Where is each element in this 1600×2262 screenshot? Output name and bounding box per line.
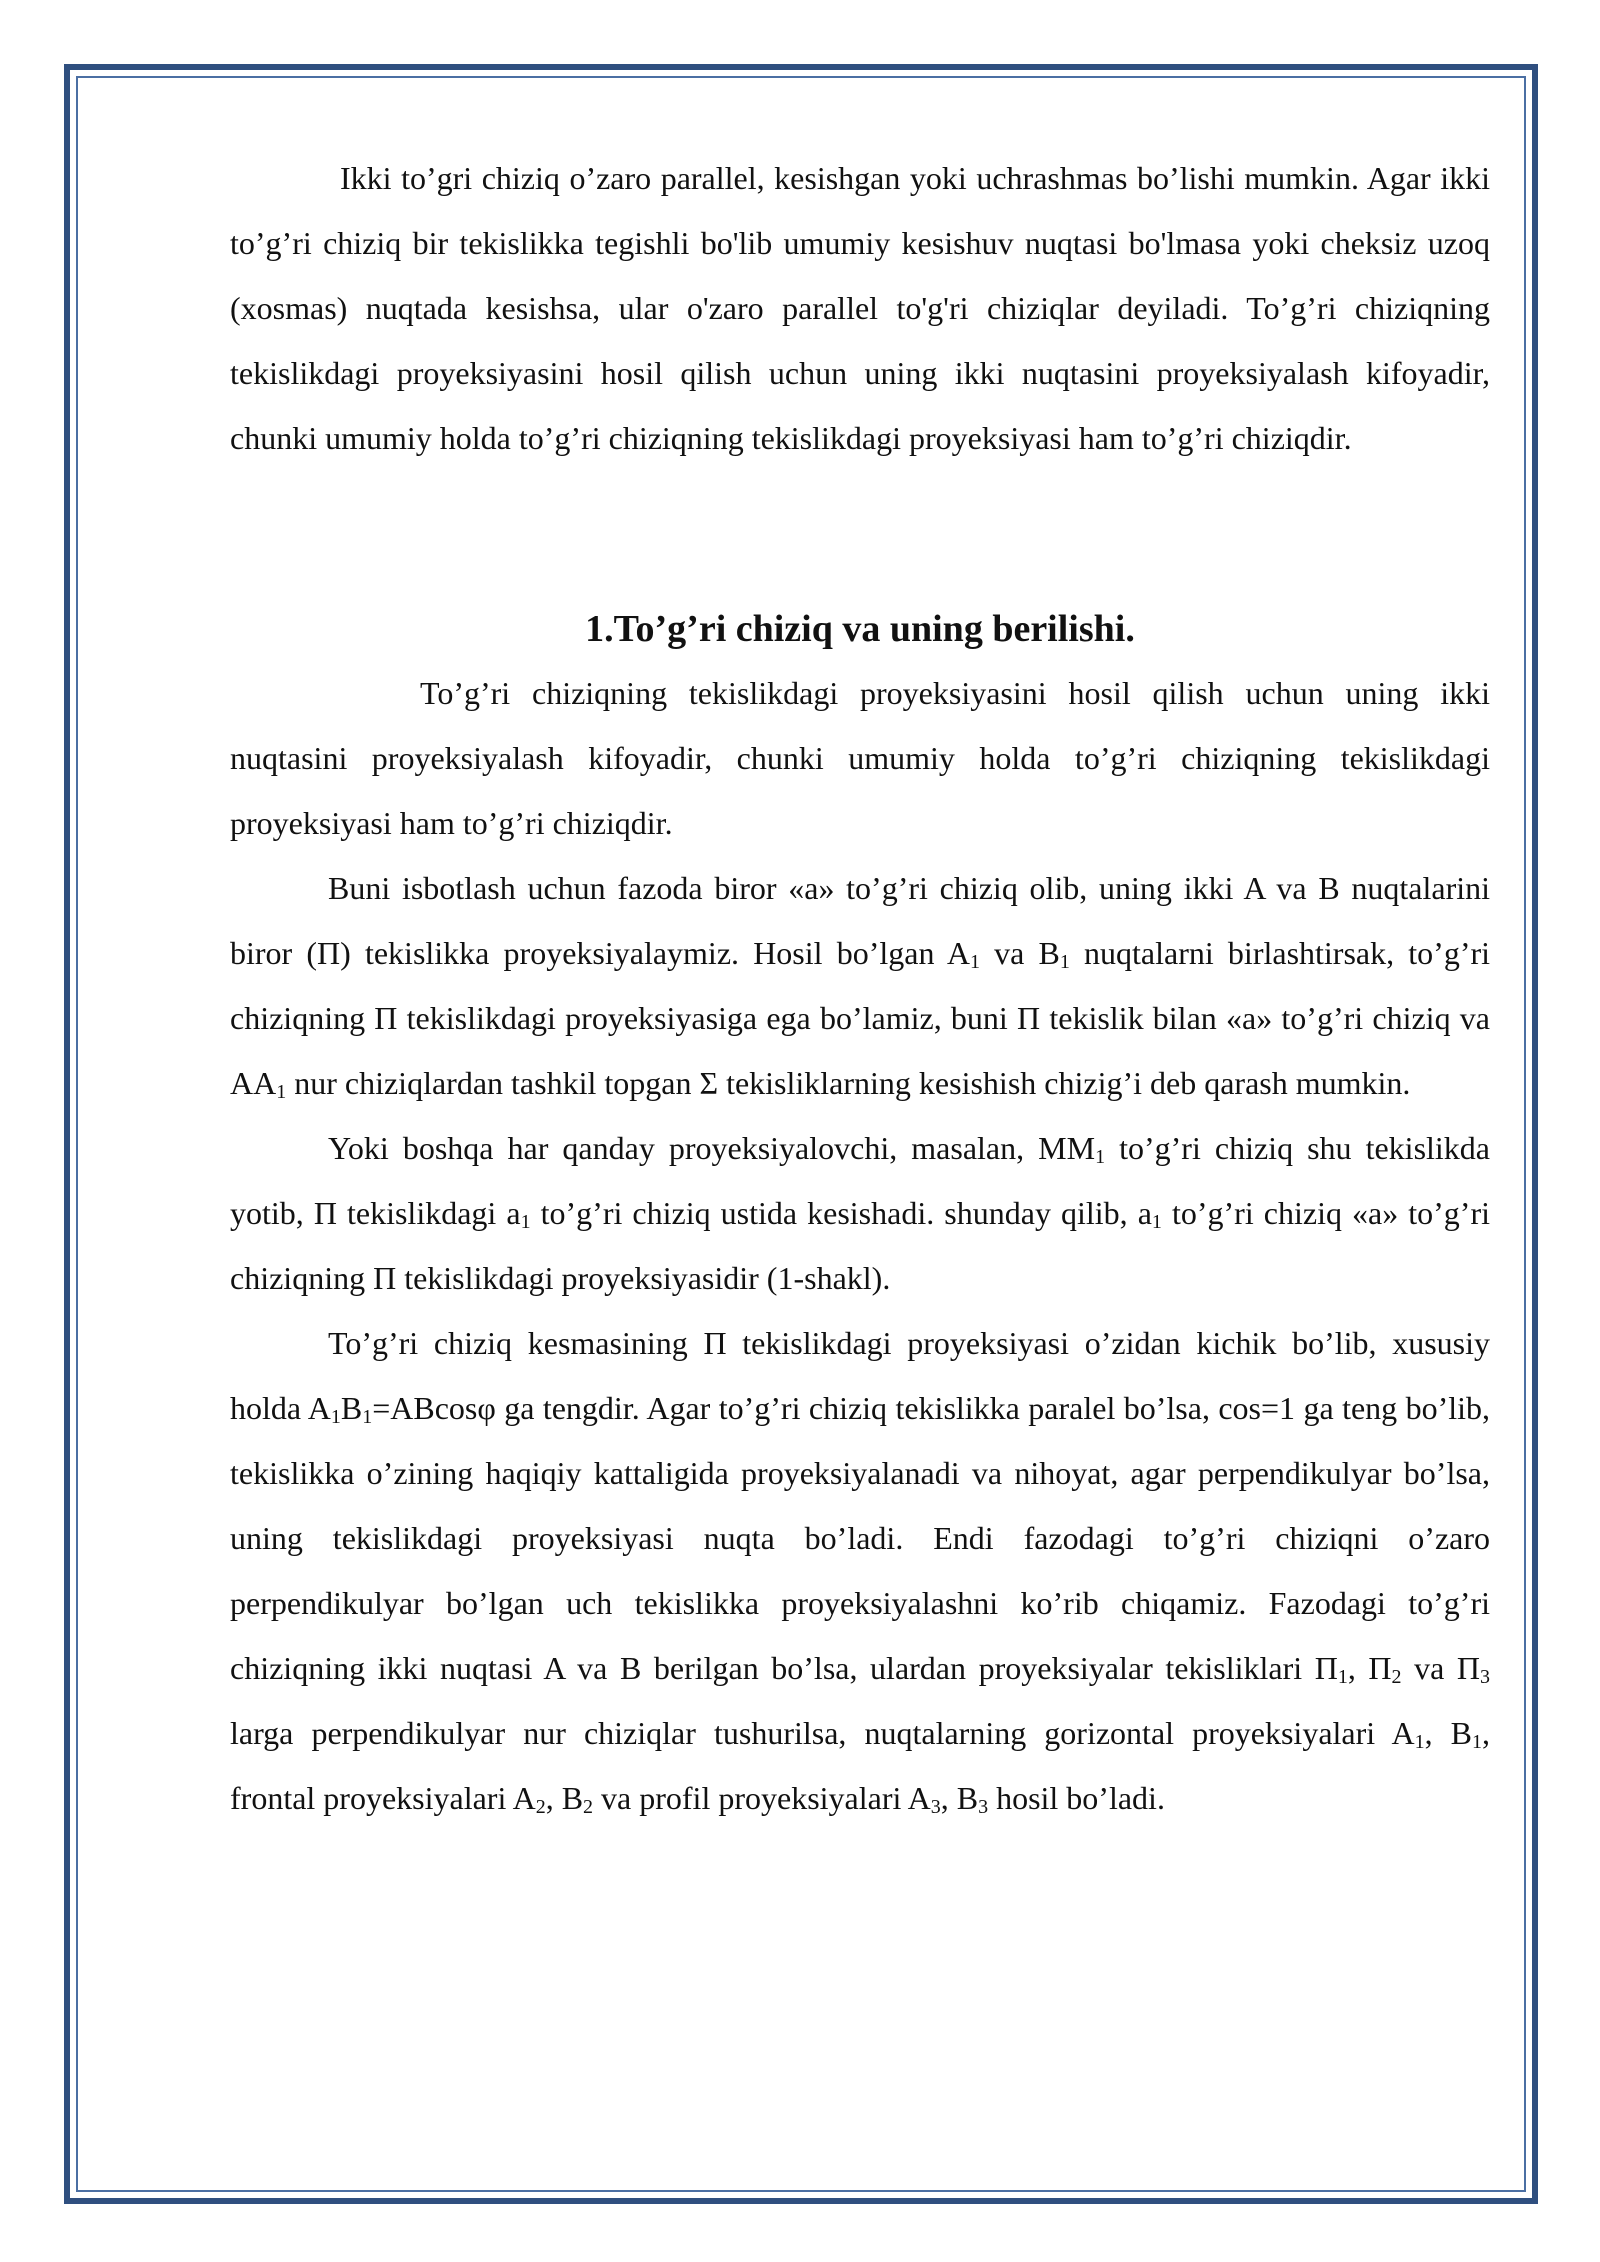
intro-paragraph: Ikki to’gri chiziq o’zaro parallel, kesishgan yoki uchrashmas bo’lishi mumkin. Agar ikki to’g’ri chiziq bir tekislikka tegishli bo'lib umumiy kesishuv nuqtasi bo'lmasa yoki cheksiz uzoq (xosmas) nuqtada kesishsa, ular o'zaro parallel to'g'ri chiziqlar deyiladi. To’g’ri chiziqning tekislikdagi proyeksiyasini hosil qilish uchun uning ikki nuqtasini proyeksiyalash kifoyadir, chunki umumiy holda to’g’ri chiziqning tekislikdagi proyeksiyasi ham to’g’ri chiziqdir. — [230, 160, 1490, 456]
document-body — [230, 146, 1490, 1831]
spacer — [230, 471, 1490, 601]
paragraph-2: To’g’ri chiziqning tekislikdagi proyeksiyasini hosil qilish uchun uning ikki nuqtasini proyeksiyalash kifoyadir, chunki umumiy holda to’g’ri chiziqning tekislikdagi proyeksiyasi ham to’g’ri chiziqdir. — [230, 675, 1490, 841]
paragraph-4: Yoki boshqa har qanday proyeksiyalovchi, masalan, $MM_1$ to’g’ri chiziq shu tekislikda yotib, П tekislikdagi $a_1$ to’g’ri chiziq ustida kesishadi. shunday qilib, $a_1$ to’g’ri chiziq «a» to’g’ri chiziqning П tekislikdagi proyeksiyasidir (1-shakl). — [230, 1130, 1491, 1296]
paragraph-3: Buni isbotlash uchun fazoda biror «a» to’g’ri chiziq olib, uning ikki A va B nuqtalarini biror (П) tekislikka proyeksiyalaymiz. Hosil bo’lgan $A_1$ va $B_1$ nuqtalarni birlashtirsak, to’g’ri chiziqning П tekislikdagi proyeksiyasiga ega bo’lamiz, buni П tekislik bilan «a» to’g’ri chiziq va $AA_1$ nur chiziqlardan tashkil topgan Σ tekisliklarning kesishish chizig’i deb qarash mumkin. — [230, 870, 1491, 1103]
paragraph-5: To’g’ri chiziq kesmasining П tekislikdagi proyeksiyasi o’zidan kichik bo’lib, xususiy holda $A_1B_1=ABcos\varphi$ ga tengdir. Agar to’g’ri chiziq tekislikka paralel bo’lsa, cos=1 ga teng bo’lib, tekislikka o’zining haqiqiy kattaligida proyeksiyalanadi va nihoyat, agar perpendikulyar bo’lsa, uning tekislikdagi proyeksiyasi nuqta bo’ladi. Endi fazodagi to’g’ri chiziqni o’zaro perpendikulyar bo’lgan uch tekislikka proyeksiyalashni ko’rib chiqamiz. Fazodagi to’g’ri chiziqning ikki nuqtasi A va B berilgan bo’lsa, ulardan proyeksiyalar tekisliklari $П_1$, $П_2$ va $П_3$ larga perpendikulyar nur chiziqlar tushurilsa, nuqtalarning gorizontal proyeksiyalari $A_1$, $B_1$, frontal proyeksiyalari $A_2$, $B_2$ va profil proyeksiyalari $A_3$, $B_3$ hosil bo’ladi. — [230, 1325, 1491, 1818]
section-heading: 1.To’g’ri chiziq va uning berilishi. — [585, 608, 1135, 650]
